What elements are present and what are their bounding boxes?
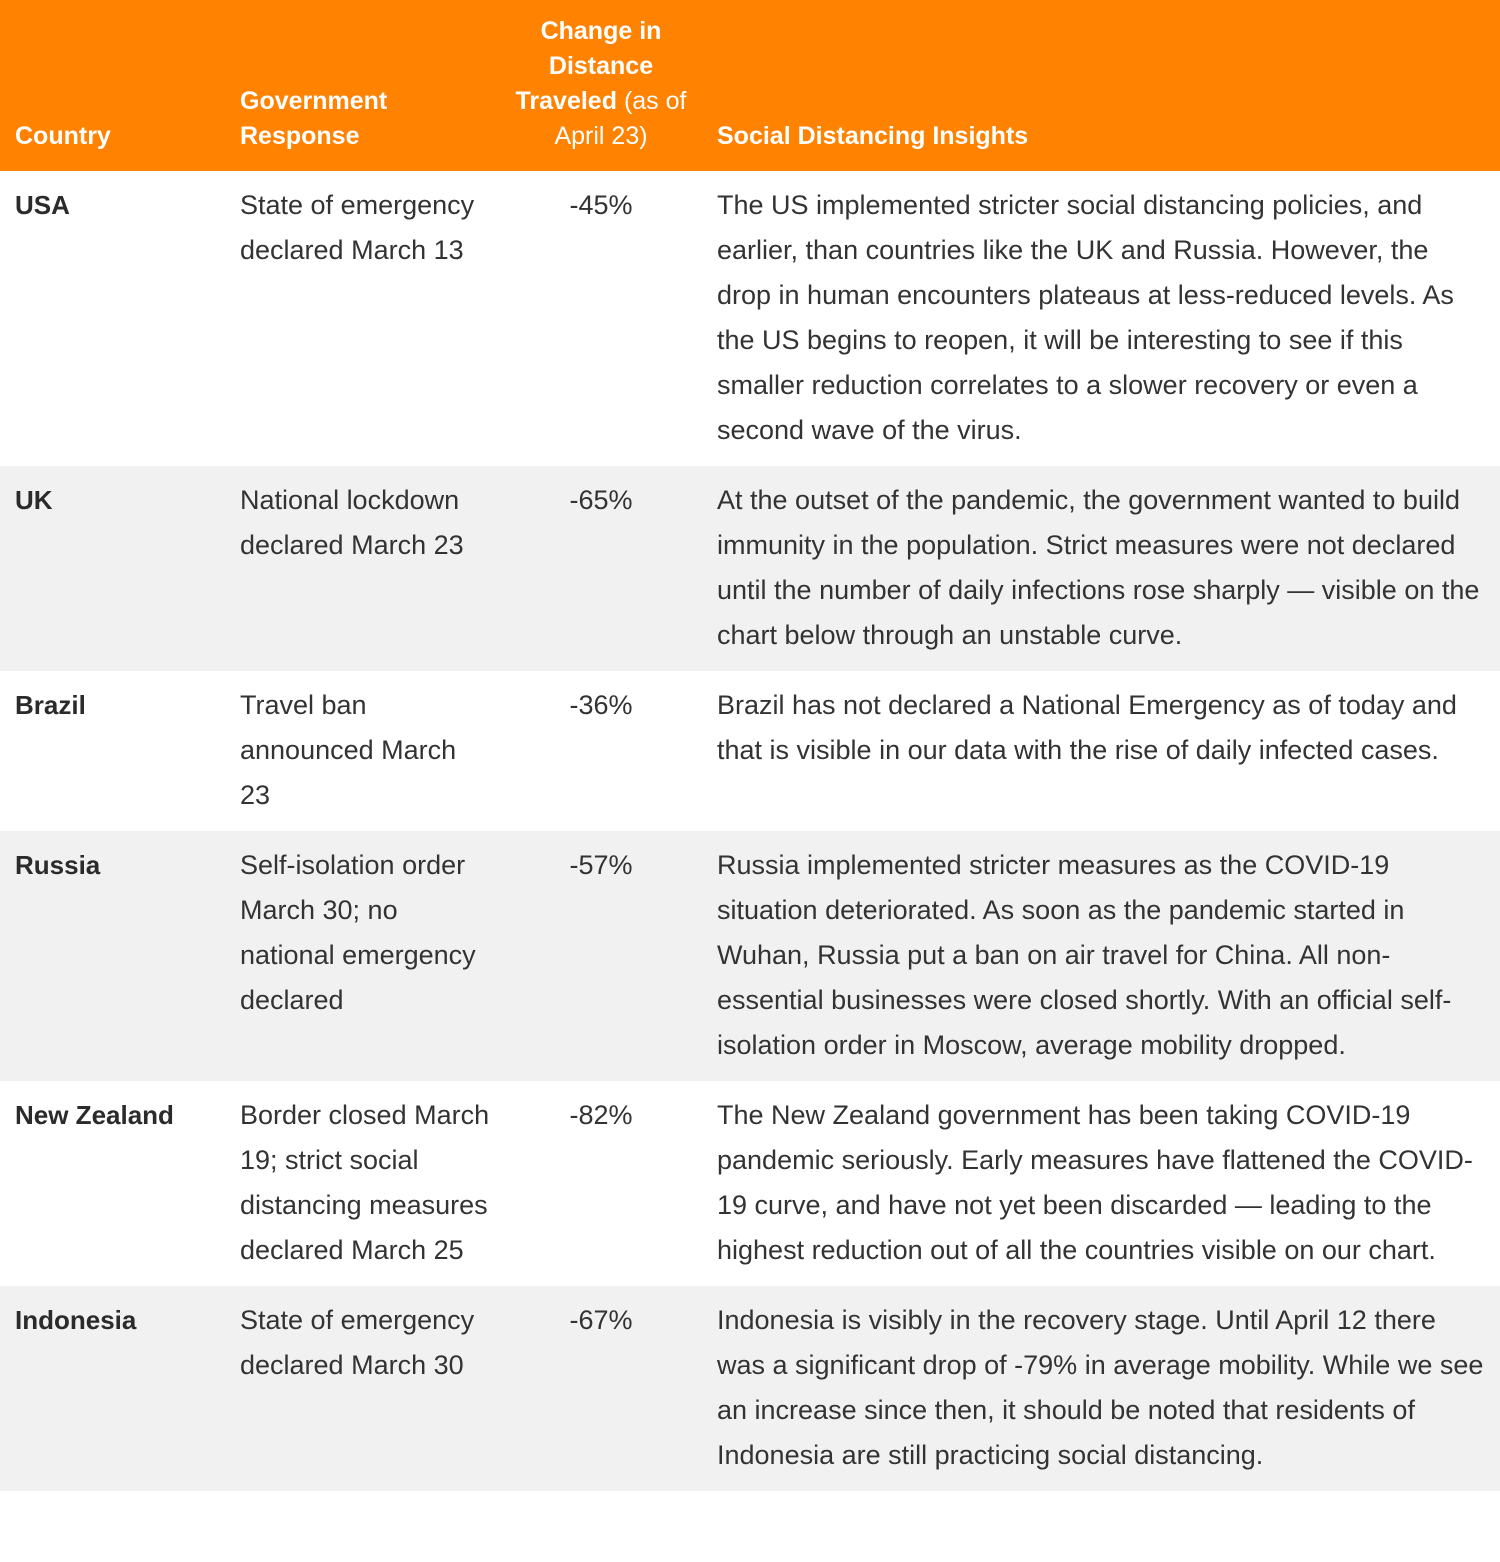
header-country: Country	[15, 122, 111, 150]
table-header	[0, 0, 1500, 171]
change-cell: -67%	[569, 1305, 633, 1335]
change-cell: -65%	[569, 485, 633, 515]
change-cell: -36%	[569, 690, 633, 720]
header-change-in-distance	[500, 0, 702, 171]
table-row	[0, 831, 1500, 1081]
insight-cell: The US implemented stricter social distancing policies, and earlier, than countries like the UK and Russia. However, the drop in human encounters plateaus at less-reduced levels. As the US begins to reopen, it will be interesting to see if this smaller reduction correlates to a slower recovery or even a second wave of the virus.	[717, 190, 1454, 445]
header-insights: Social Distancing Insights	[717, 122, 1029, 150]
insight-cell: Russia implemented stricter measures as the COVID-19 situation deteriorated. As soon as the pandemic started in Wuhan, Russia put a ban on air travel for China. All non-essential businesses were closed shortly. With an official self-isolation order in Moscow, average mobility dropped.	[717, 850, 1452, 1060]
table-row	[0, 671, 1500, 831]
country-cell: Brazil	[15, 690, 86, 720]
header-government-response: Government Response	[240, 87, 388, 150]
insight-cell: At the outset of the pandemic, the government wanted to build immunity in the population. Strict measures were not declared until the number of daily infections rose sharply — visible on the chart below through an unstable curve.	[717, 485, 1480, 650]
change-cell: -82%	[569, 1100, 633, 1130]
change-cell: -57%	[569, 850, 633, 880]
country-cell: UK	[15, 485, 53, 515]
country-cell: Indonesia	[15, 1305, 137, 1335]
change-cell: -45%	[569, 190, 633, 220]
insight-cell: Brazil has not declared a National Emergency as of today and that is visible in our data with the rise of daily infected cases.	[717, 690, 1457, 765]
response-cell: Border closed March 19; strict social distancing measures declared March 25	[240, 1100, 490, 1265]
table-row	[0, 1081, 1500, 1286]
response-cell: National lockdown declared March 23	[240, 485, 464, 560]
header-change-bold: Change in Distance Traveled	[515, 17, 662, 115]
insight-cell: The New Zealand government has been taking COVID-19 pandemic seriously. Early measures have flattened the COVID-19 curve, and have not yet been discarded — leading to the highest reduction out of all the countries visible on our chart.	[717, 1100, 1473, 1265]
insight-cell: Indonesia is visibly in the recovery stage. Until April 12 there was a significant drop of -79% in average mobility. While we see an increase since then, it should be noted that residents of Indonesia are still practicing social distancing.	[717, 1305, 1484, 1470]
table-row	[0, 1286, 1500, 1491]
table-body	[0, 171, 1500, 1491]
country-cell: Russia	[15, 850, 101, 880]
response-cell: State of emergency declared March 30	[240, 1305, 475, 1380]
country-cell: USA	[15, 190, 70, 220]
response-cell: Travel ban announced March 23	[240, 690, 457, 810]
header-row	[0, 0, 1500, 171]
table-row	[0, 466, 1500, 671]
response-cell: Self-isolation order March 30; no national emergency declared	[240, 850, 476, 1015]
country-cell: New Zealand	[15, 1100, 174, 1130]
header-change-date: (as of April 23)	[554, 87, 687, 150]
response-cell: State of emergency declared March 13	[240, 190, 475, 265]
table-row	[0, 171, 1500, 466]
